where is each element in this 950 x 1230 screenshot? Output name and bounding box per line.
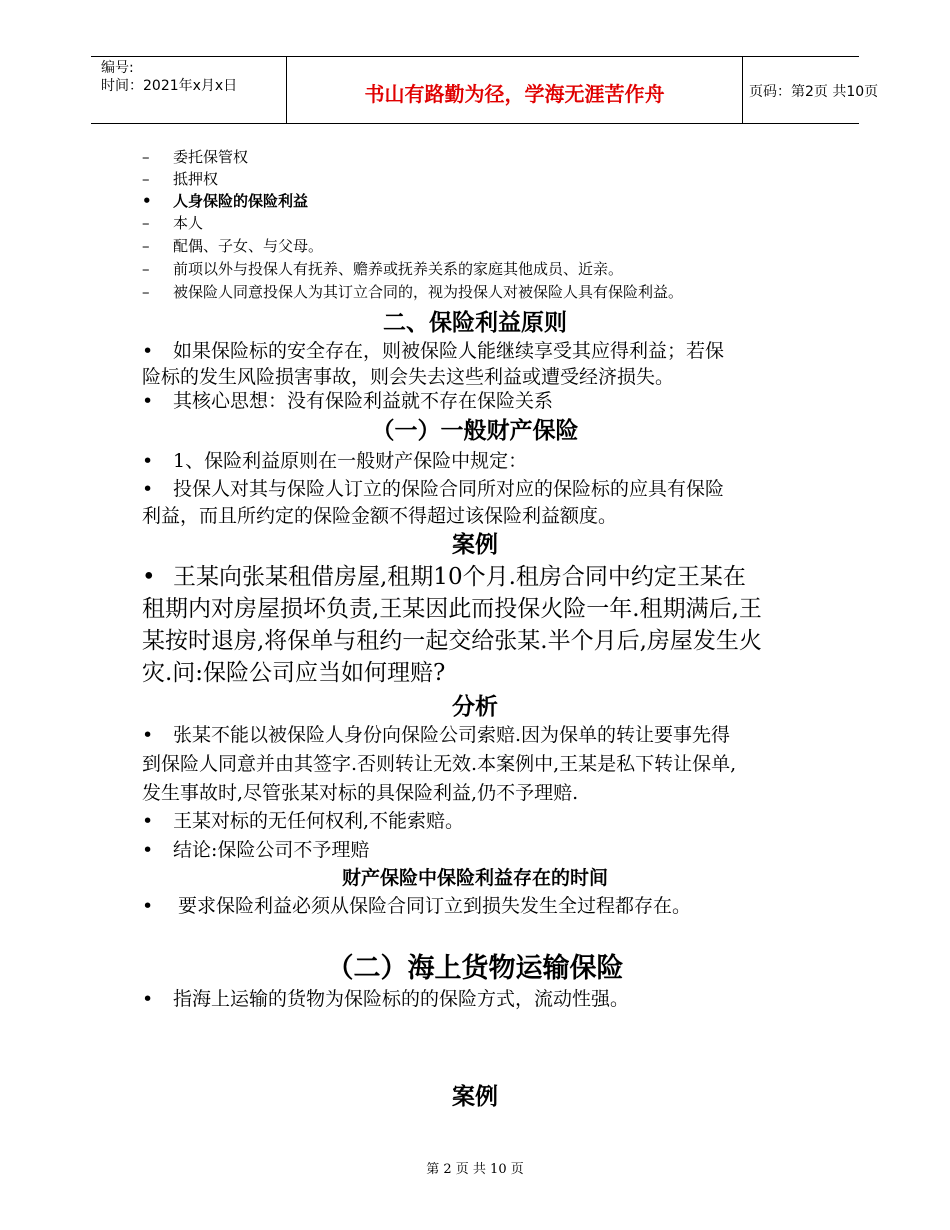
paragraph-continuation: 租期内对房屋损坏负责,王某因此而投保火险一年.租期满后,王 [142, 596, 762, 622]
list-item-text: 前项以外与投保人有抚养、赡养或抚养关系的家庭其他成员、近亲。 [173, 260, 624, 278]
dot-bullet: • [142, 988, 154, 1010]
list-item [142, 235, 323, 256]
dot-bullet: • [142, 340, 154, 362]
dash-bullet: – [142, 214, 150, 232]
page-footer: 第 2 页 共 10 页 [426, 1162, 524, 1177]
list-item [142, 281, 683, 302]
list-item [142, 168, 218, 189]
dot-bullet: • [142, 450, 154, 472]
motto-text: 书山有路勤为径，学海无涯苦作舟 [364, 82, 665, 106]
section-heading: 财产保险中保险利益存在的时间 [341, 867, 608, 889]
subsection-heading: （二）海上货物运输保险 [326, 953, 624, 984]
list-item [142, 146, 248, 167]
list-item [142, 190, 308, 211]
analysis-heading: 分析 [452, 694, 498, 720]
list-item-text: 委托保管权 [173, 148, 249, 166]
paragraph-text: 王某对标的无任何权利,不能索赔。 [173, 810, 465, 832]
case-heading: 案例 [452, 532, 498, 558]
dash-bullet: – [142, 148, 150, 166]
list-item-text: 被保险人同意投保人为其订立合同的，视为投保人对被保险人具有保险利益。 [173, 283, 684, 301]
paragraph-text: 其核心思想：没有保险利益就不存在保险关系 [173, 390, 554, 412]
paragraph-text: 指海上运输的货物为保险标的的保险方式，流动性强。 [173, 988, 630, 1010]
section-heading: 二、保险利益原则 [383, 310, 567, 336]
dash-bullet: – [142, 170, 150, 188]
paragraph-continuation: 灾.问:保险公司应当如何理赔? [142, 660, 446, 686]
list-item-text: 抵押权 [173, 170, 219, 188]
dot-bullet: • [142, 192, 152, 210]
dot-bullet: • [142, 478, 154, 500]
paragraph-text: 王某向张某租借房屋,租期10个月.租房合同中约定王某在 [173, 564, 746, 590]
paragraph [142, 891, 691, 918]
code-label: 编号: [101, 60, 134, 76]
paragraph-continuation: 某按时退房,将保单与租约一起交给张某.半个月后,房屋发生火 [142, 628, 762, 654]
paragraph-text: 如果保险标的安全存在，则被保险人能继续享受其应得利益；若保 [173, 340, 725, 362]
paragraph-text: 要求保险利益必须从保险合同订立到损失发生全过程都存在。 [178, 895, 692, 917]
page-info: 页码：第2页 共10页 [749, 84, 879, 100]
paragraph [142, 984, 629, 1011]
dot-bullet: • [142, 839, 154, 861]
paragraph-continuation: 发生事故时,尽管张某对标的具保险利益,仍不予理赔. [142, 782, 579, 804]
paragraph-continuation: 利益，而且所约定的保险金额不得超过该保险利益额度。 [142, 505, 618, 527]
list-item [142, 212, 203, 233]
header-left-cell [91, 57, 286, 123]
dash-bullet: – [142, 260, 150, 278]
paragraph [142, 720, 730, 747]
page-header [91, 56, 879, 124]
time-label: 时间：2021年x月x日 [101, 78, 238, 94]
dot-bullet: • [142, 390, 154, 412]
paragraph [142, 806, 464, 833]
dot-bullet: • [142, 810, 154, 832]
list-item-text: 配偶、子女、与父母。 [173, 237, 324, 255]
dot-bullet: • [142, 895, 154, 917]
paragraph-continuation: 到保险人同意并由其签字.否则转让无效.本案例中,王某是私下转让保单, [142, 753, 737, 775]
dash-bullet: – [142, 237, 150, 255]
dot-bullet: • [142, 564, 156, 590]
case-heading: 案例 [452, 1084, 498, 1110]
list-item-text: 人身保险的保险利益 [173, 192, 309, 210]
paragraph-text: 张某不能以被保险人身份向保险公司索赔.因为保单的转让要事先得 [173, 724, 731, 746]
paragraph-continuation: 险标的发生风险损害事故，则会失去这些利益或遭受经济损失。 [142, 366, 675, 388]
paragraph-text: 投保人对其与保险人订立的保险合同所对应的保险标的应具有保险 [173, 478, 725, 500]
paragraph [142, 474, 724, 501]
subsection-heading: （一）一般财产保险 [371, 418, 579, 444]
dash-bullet: – [142, 283, 150, 301]
header-right-cell [741, 57, 879, 123]
paragraph [142, 386, 553, 413]
header-motto-cell [286, 57, 743, 123]
paragraph-text: 1、保险利益原则在一般财产保险中规定： [173, 450, 528, 472]
paragraph [142, 336, 724, 363]
paragraph [142, 835, 369, 862]
paragraph [142, 446, 527, 473]
list-item [142, 258, 623, 279]
paragraph [142, 558, 746, 591]
paragraph-text: 结论:保险公司不予理赔 [173, 839, 370, 861]
dot-bullet: • [142, 724, 154, 746]
list-item-text: 本人 [173, 214, 204, 232]
